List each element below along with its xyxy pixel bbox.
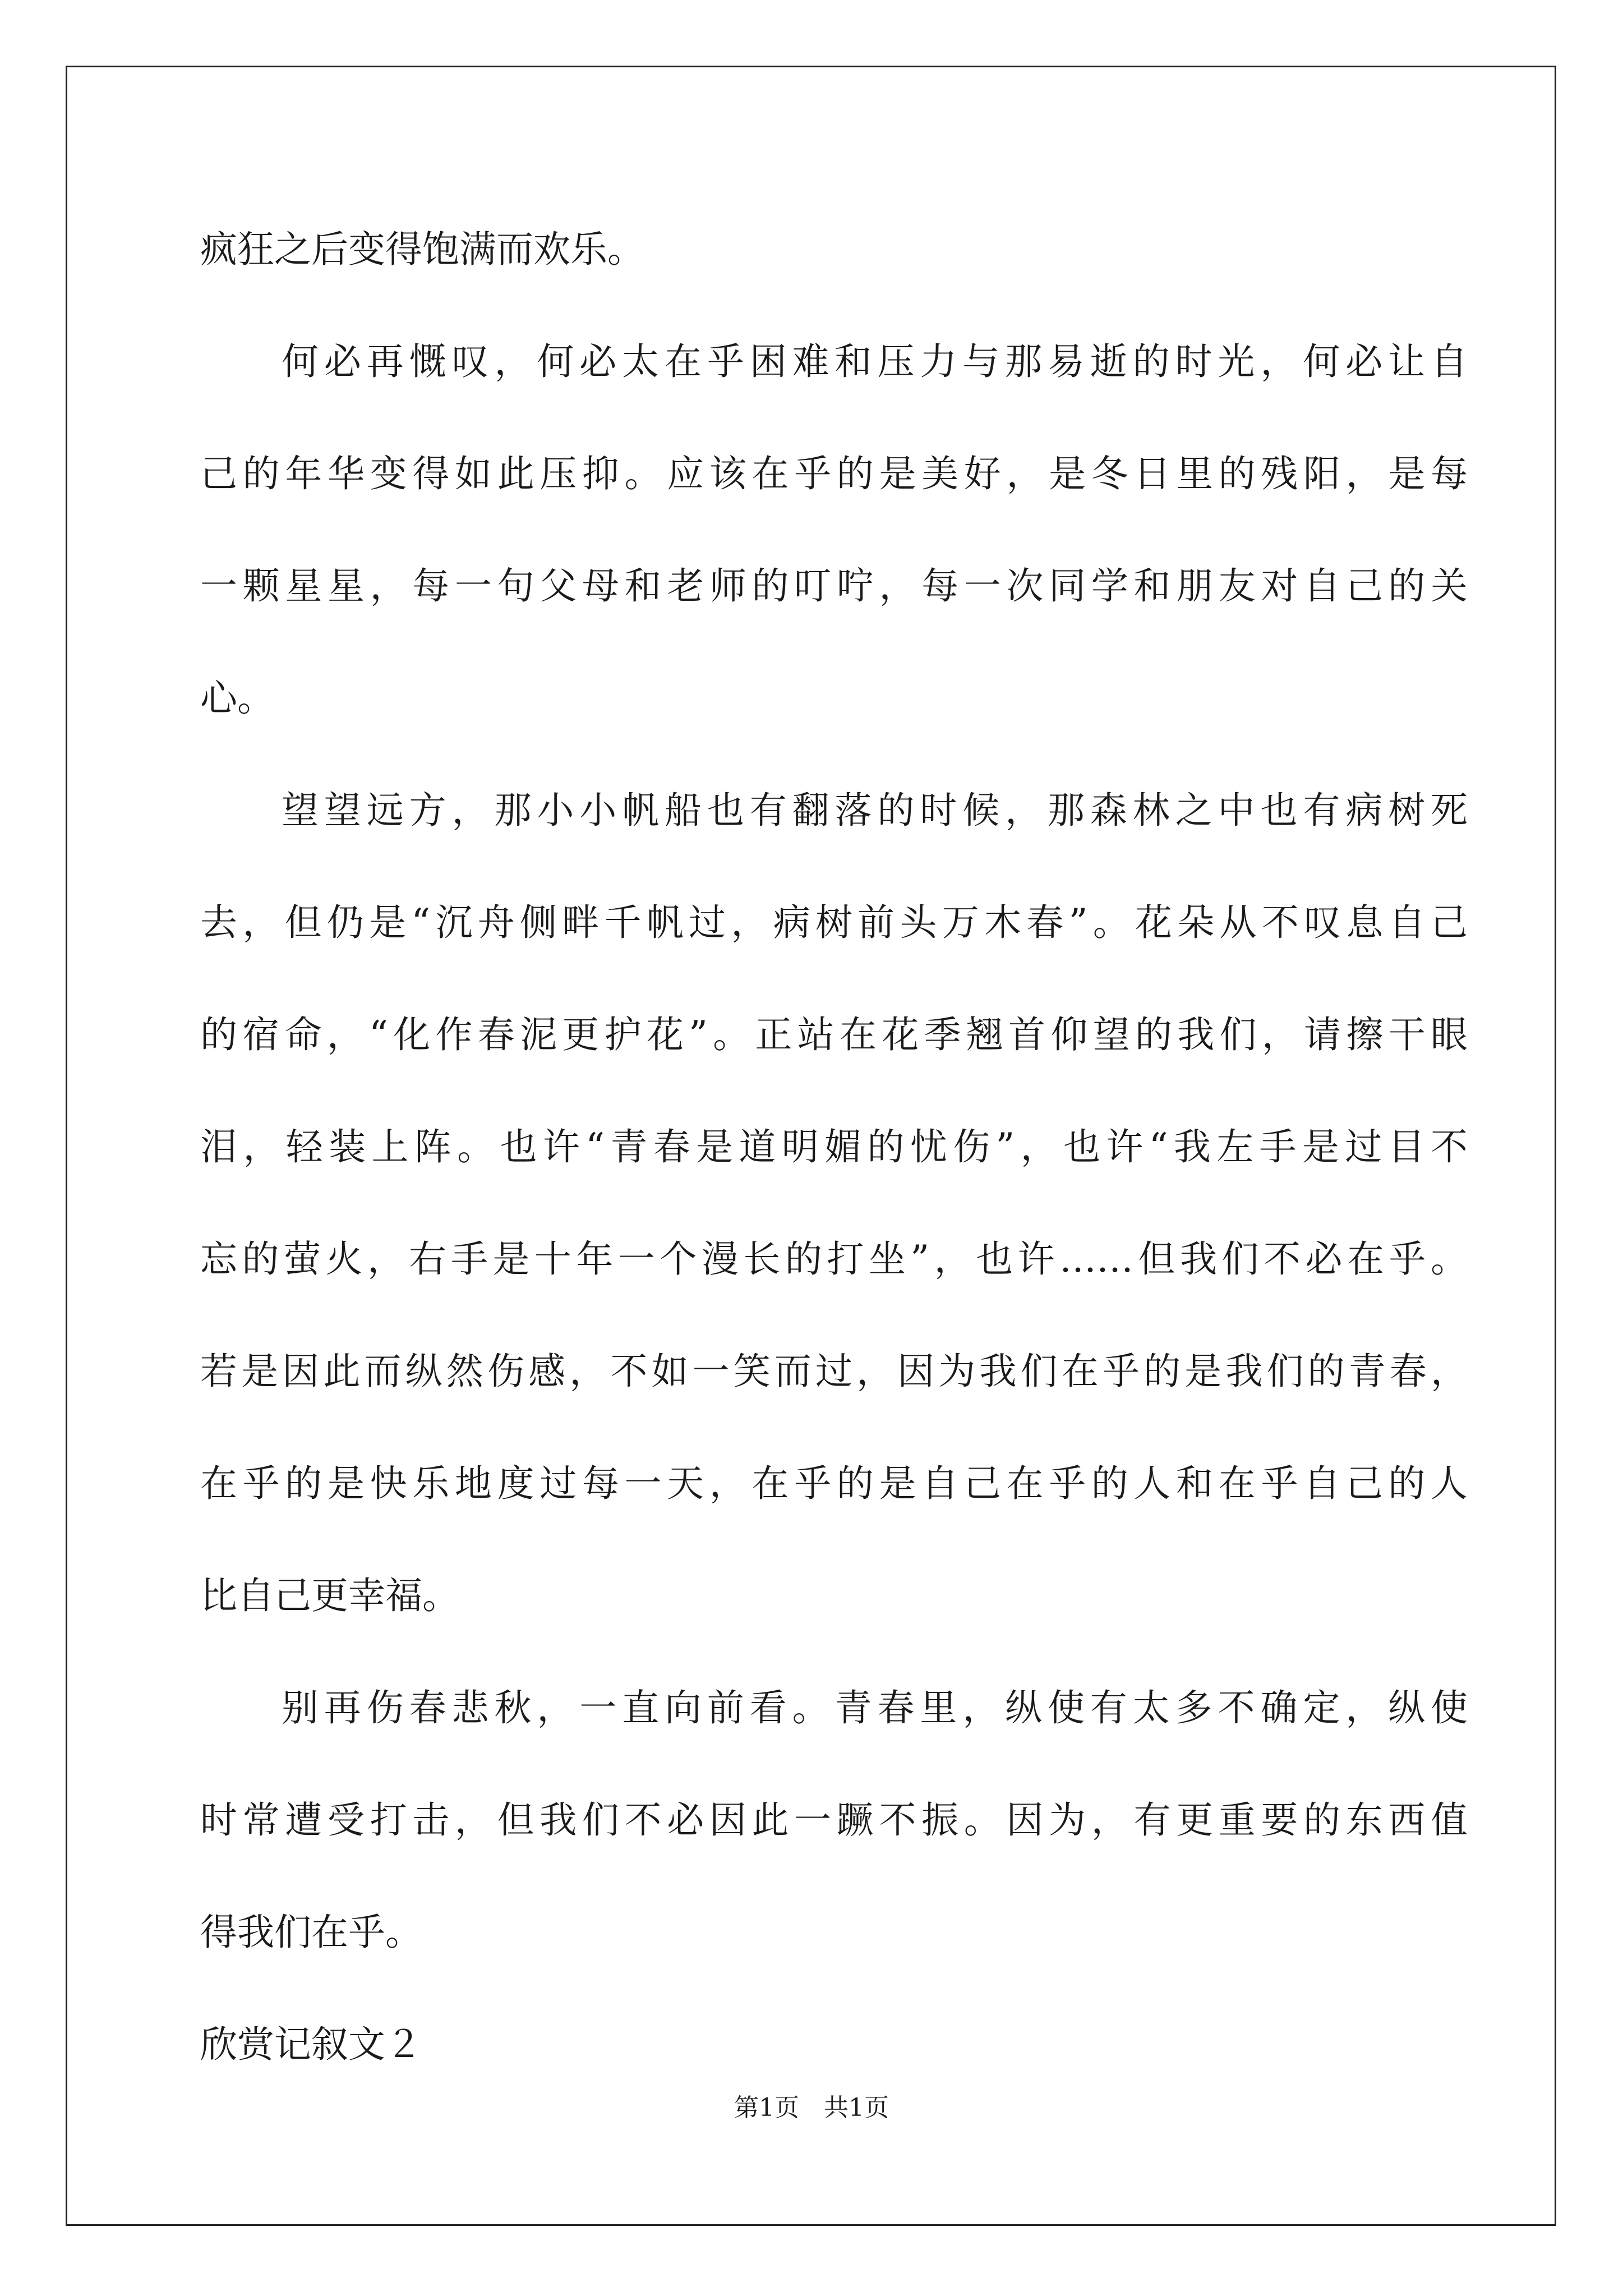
- text-line: 望望远方，那小小帆船也有翻落的时候，那森林之中也有病树死: [282, 789, 1468, 832]
- text-line: 别再伤春悲秋，一直向前看。青春里，纵使有太多不确定，纵使: [282, 1686, 1468, 1729]
- section-heading: 欣赏记叙文２: [200, 2023, 422, 2066]
- text-line: 得我们在乎。: [200, 1911, 422, 1954]
- text-line: 若是因此而纵然伤感，不如一笑而过，因为我们在乎的是我们的青春，: [200, 1350, 1468, 1393]
- text-line: 泪，轻装上阵。也许“青春是道明媚的忧伤”，也许“我左手是过目不: [200, 1125, 1468, 1168]
- text-line: 的宿命，“化作春泥更护花”。正站在花季翘首仰望的我们，请擦干眼: [200, 1013, 1468, 1056]
- text-line: 在乎的是快乐地度过每一天，在乎的是自己在乎的人和在乎自己的人: [200, 1462, 1468, 1505]
- text-line: 时常遭受打击，但我们不必因此一蹶不振。因为，有更重要的东西值: [200, 1798, 1468, 1842]
- text-line: 忘的萤火，右手是十年一个漫长的打坐”，也许……但我们不必在乎。: [200, 1237, 1468, 1281]
- text-line: 己的年华变得如此压抑。应该在乎的是美好，是冬日里的残阳，是每: [200, 452, 1468, 495]
- text-line: 疯狂之后变得饱满而欢乐。: [200, 228, 644, 271]
- text-line: 去，但仍是“沉舟侧畔千帆过，病树前头万木春”。花朵从不叹息自己: [200, 901, 1468, 944]
- page-number-footer: 第1页 共1页: [734, 2093, 889, 2122]
- text-line: 一颗星星，每一句父母和老师的叮咛，每一次同学和朋友对自己的关: [200, 564, 1468, 608]
- document-body: [200, 194, 1468, 2101]
- text-line: 何必再慨叹，何必太在乎困难和压力与那易逝的时光，何必让自: [282, 340, 1468, 383]
- text-line: 比自己更幸福。: [200, 1574, 459, 1617]
- text-line: 心。: [200, 677, 274, 720]
